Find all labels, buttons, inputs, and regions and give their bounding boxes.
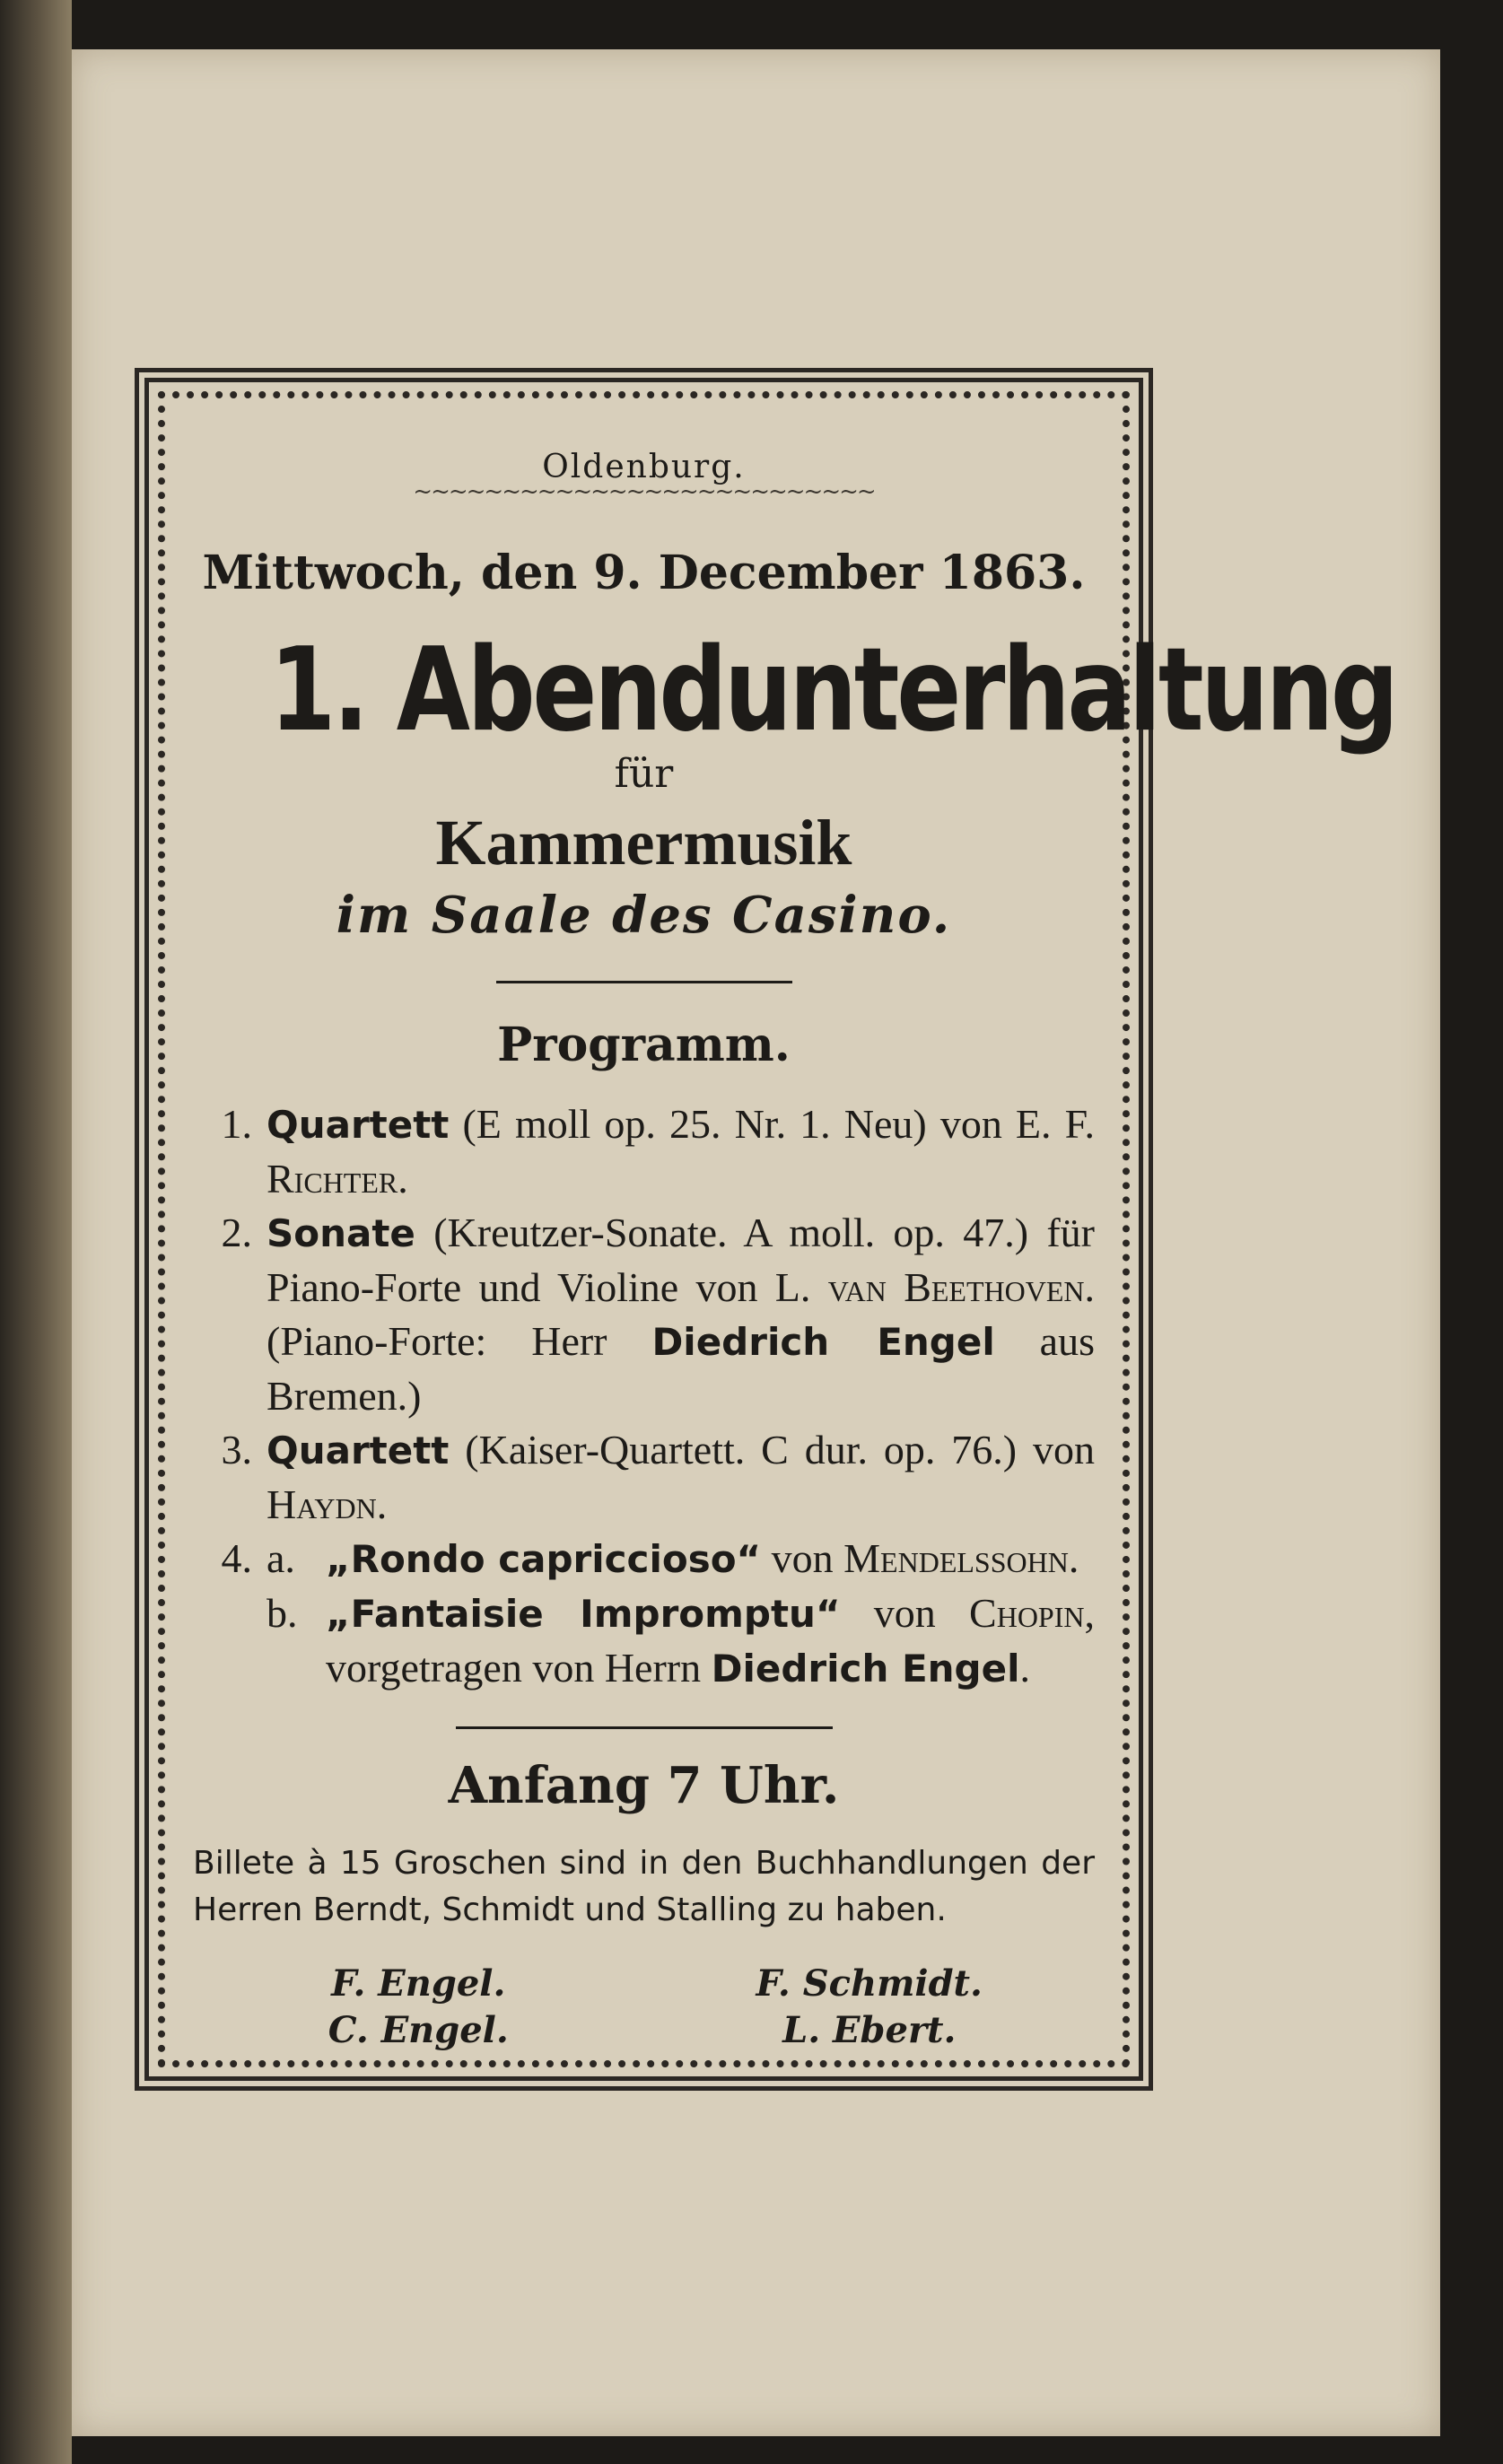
item-number: 4. bbox=[221, 1535, 252, 1582]
work-details: (Kreutzer-Sonate. A moll. op. 47.) für Piano-Forte und Violine von L. bbox=[267, 1210, 1095, 1311]
signature: F. Schmidt. bbox=[756, 1962, 983, 2005]
program-item bbox=[193, 1423, 1095, 1532]
work-title: Quartett bbox=[267, 1103, 450, 1148]
work-title: „Rondo capriccioso“ bbox=[326, 1537, 762, 1582]
title-kammermusik: Kammermusik bbox=[435, 807, 852, 879]
sub-letter: a. bbox=[267, 1535, 295, 1582]
item-text bbox=[267, 1532, 1095, 1696]
composer: Haydn bbox=[267, 1481, 377, 1528]
performer-intro: , vorgetragen von Herrn bbox=[326, 1590, 1095, 1691]
composer: Richter bbox=[267, 1156, 398, 1202]
work-title: Quartett bbox=[267, 1429, 450, 1473]
divider bbox=[496, 981, 792, 983]
performer-origin: aus Bremen.) bbox=[267, 1318, 1095, 1420]
work-details: (Kaiser-Quartett. C dur. op. 76.) von bbox=[449, 1427, 1095, 1473]
sub-item-a bbox=[267, 1532, 1095, 1586]
punct: . bbox=[1019, 1645, 1030, 1691]
performer: Diedrich Engel bbox=[651, 1320, 995, 1365]
item-text bbox=[267, 1097, 1095, 1206]
signatures bbox=[193, 1961, 1095, 2054]
start-time: Anfang 7 Uhr. bbox=[448, 1756, 840, 1816]
city-heading: Oldenburg. bbox=[542, 449, 746, 485]
composer: van Beethoven bbox=[827, 1264, 1085, 1311]
sub-letter: b. bbox=[267, 1590, 298, 1637]
signature: F. Engel. bbox=[331, 1962, 506, 2005]
item-number: 3. bbox=[221, 1427, 252, 1473]
program-content bbox=[193, 449, 1396, 2054]
concert-title: 1. Abendunterhaltung bbox=[269, 624, 1396, 757]
concert-date: Mittwoch, den 9. December 1863. bbox=[202, 546, 1086, 600]
program-item bbox=[193, 1097, 1095, 1206]
divider bbox=[456, 1726, 833, 1729]
punct: . bbox=[376, 1481, 388, 1528]
venue: im Saale des Casino. bbox=[336, 886, 952, 946]
performer: Diedrich Engel bbox=[711, 1647, 1020, 1691]
item-number: 2. bbox=[221, 1210, 252, 1256]
punct: . bbox=[1068, 1535, 1079, 1582]
program-list bbox=[193, 1097, 1095, 1696]
book-spine bbox=[0, 0, 72, 2464]
ticket-info: Billete à 15 Groschen sind in den Buchhandlungen der Herren Berndt, Schmidt und Stalling zu haben. bbox=[193, 1845, 1095, 1929]
title-fur: für bbox=[614, 751, 674, 798]
composer: Mendelssohn bbox=[843, 1535, 1069, 1582]
von: von bbox=[840, 1590, 970, 1637]
work-details: (E moll op. 25. Nr. 1. Neu) von E. F. bbox=[449, 1101, 1095, 1148]
programm-heading: Programm. bbox=[497, 1018, 791, 1073]
item-text bbox=[267, 1206, 1095, 1423]
item-number: 1. bbox=[221, 1101, 252, 1148]
signature: C. Engel. bbox=[328, 2009, 509, 2052]
performer-intro: . (Piano-Forte: Herr bbox=[267, 1264, 1095, 1365]
wavy-ornament: ~~~~~~~~~~~~~~~~~~~~~~~~~~ bbox=[413, 478, 875, 505]
punct: . bbox=[398, 1156, 408, 1202]
sub-item-b bbox=[267, 1586, 1095, 1696]
work-title: Sonate bbox=[267, 1211, 415, 1256]
program-item bbox=[193, 1206, 1095, 1423]
program-item bbox=[193, 1532, 1095, 1696]
work-title: „Fantaisie Impromptu“ bbox=[326, 1592, 841, 1637]
von: von bbox=[761, 1535, 844, 1582]
item-text bbox=[267, 1423, 1095, 1532]
signature: L. Ebert. bbox=[782, 2009, 957, 2052]
composer: Chopin bbox=[969, 1590, 1085, 1637]
sub-text bbox=[326, 1586, 1095, 1696]
sub-text bbox=[326, 1532, 1095, 1586]
